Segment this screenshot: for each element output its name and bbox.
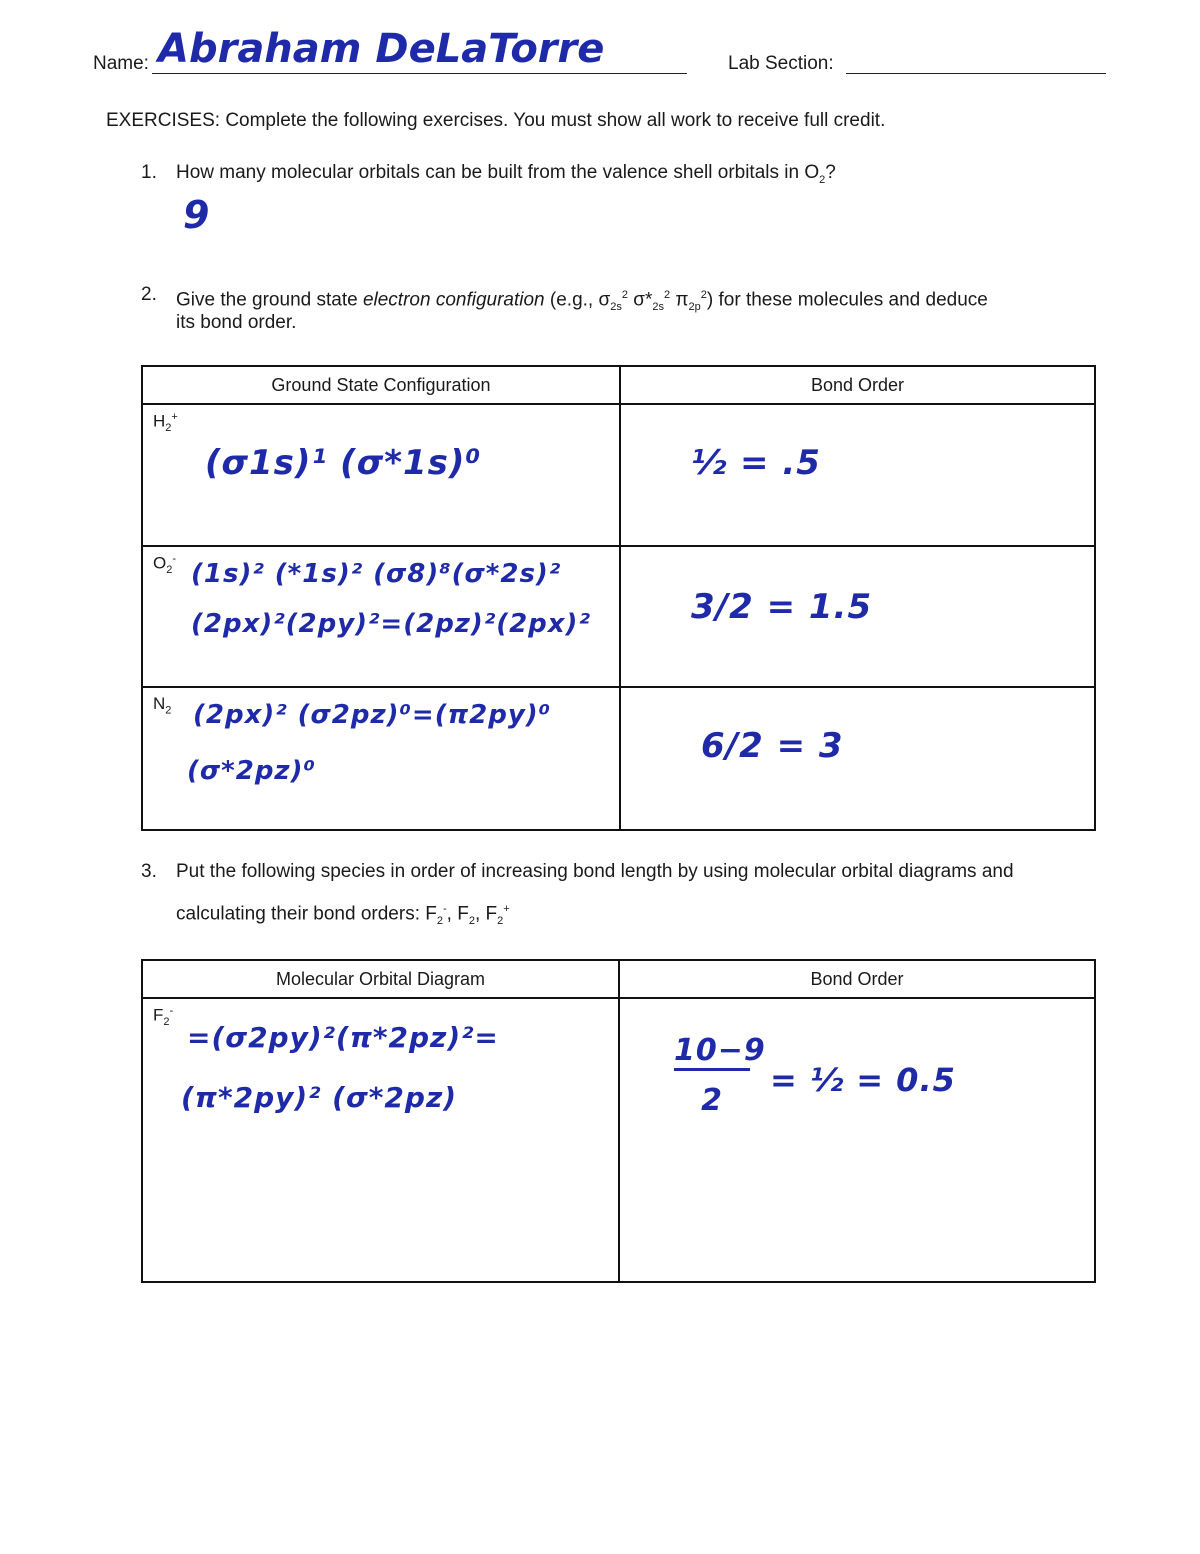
table-row [142, 404, 1095, 546]
q2-table [141, 365, 1096, 831]
n2-config-line1: (2px)² (σ2pz)⁰=(π2py)⁰ [193, 700, 552, 730]
f2minus-bo-numerator: 10−9 [674, 1033, 750, 1071]
q1-answer: 9 [183, 193, 211, 237]
config-cell[interactable] [142, 546, 620, 687]
instructions: EXERCISES: Complete the following exercises. You must show all work to receive full credit. [106, 110, 886, 131]
f2minus-bo-denominator: 2 [701, 1083, 723, 1118]
q2-col-header-bond-order: Bond Order [620, 366, 1095, 404]
bond-order-cell[interactable] [619, 998, 1095, 1282]
lab-section-label: Lab Section: [728, 53, 834, 74]
table-row [142, 687, 1095, 830]
q1-number: 1. [141, 162, 157, 183]
h2plus-config: (σ1s)¹ (σ*1s)⁰ [205, 443, 482, 483]
o2minus-config-line2: (2px)²(2py)²=(2pz)²(2px)² [191, 609, 591, 639]
q2-number: 2. [141, 284, 157, 305]
q3-text-line2: calculating their bond orders: $F_2^-$, $F_2$, $F_2^+$ [176, 903, 510, 928]
lab-section-field-line[interactable] [846, 73, 1106, 74]
o2minus-config-line1: (1s)² (*1s)² (σ8)⁸(σ*2s)² [191, 559, 562, 589]
q3-col-header-bond-order: Bond Order [619, 960, 1095, 998]
row-label-o2minus: $O_2^-$ [153, 553, 177, 577]
table-row [142, 546, 1095, 687]
row-label-f2minus: $F_2^-$ [153, 1005, 174, 1029]
row-label-h2plus: $H_2^+$ [153, 411, 178, 435]
n2-bond-order: 6/2 = 3 [701, 726, 844, 766]
q3-table [141, 959, 1096, 1283]
q2-col-header-config: Ground State Configuration [142, 366, 620, 404]
h2plus-bond-order: ½ = .5 [691, 443, 821, 483]
q2-text: Give the ground state electron configuration (e.g., $\sigma_{2s}^2$ $\sigma*_{2s}^2$ $\pi_{2p}^2$) for these molecules and deduce [176, 289, 988, 314]
q2-text-line2: its bond order. [176, 312, 297, 333]
name-field-line[interactable] [152, 73, 687, 74]
diagram-cell[interactable] [142, 998, 619, 1282]
q3-number: 3. [141, 861, 157, 882]
config-cell[interactable] [142, 687, 620, 830]
n2-config-line2: (σ*2pz)⁰ [187, 756, 316, 786]
name-signature: Abraham DeLaTorre [158, 26, 605, 72]
f2minus-bond-order: = ½ = 0.5 [770, 1061, 956, 1099]
row-label-n2: $N_2$ [153, 694, 172, 717]
q1-text: How many molecular orbitals can be built from the valence shell orbitals in $O_2$? [176, 162, 836, 186]
bond-order-cell[interactable] [620, 404, 1095, 546]
name-label: Name: [93, 53, 149, 74]
config-cell[interactable] [142, 404, 620, 546]
bond-order-cell[interactable] [620, 546, 1095, 687]
o2minus-bond-order: 3/2 = 1.5 [691, 587, 873, 627]
table-row [142, 998, 1095, 1282]
q3-col-header-diagram: Molecular Orbital Diagram [142, 960, 619, 998]
f2minus-diagram-line1: =(σ2py)²(π*2pz)²= [187, 1021, 499, 1054]
f2minus-diagram-line2: (π*2py)² (σ*2pz) [181, 1081, 458, 1114]
bond-order-cell[interactable] [620, 687, 1095, 830]
q3-text-line1: Put the following species in order of increasing bond length by using molecular orbital diagrams and [176, 861, 1014, 882]
